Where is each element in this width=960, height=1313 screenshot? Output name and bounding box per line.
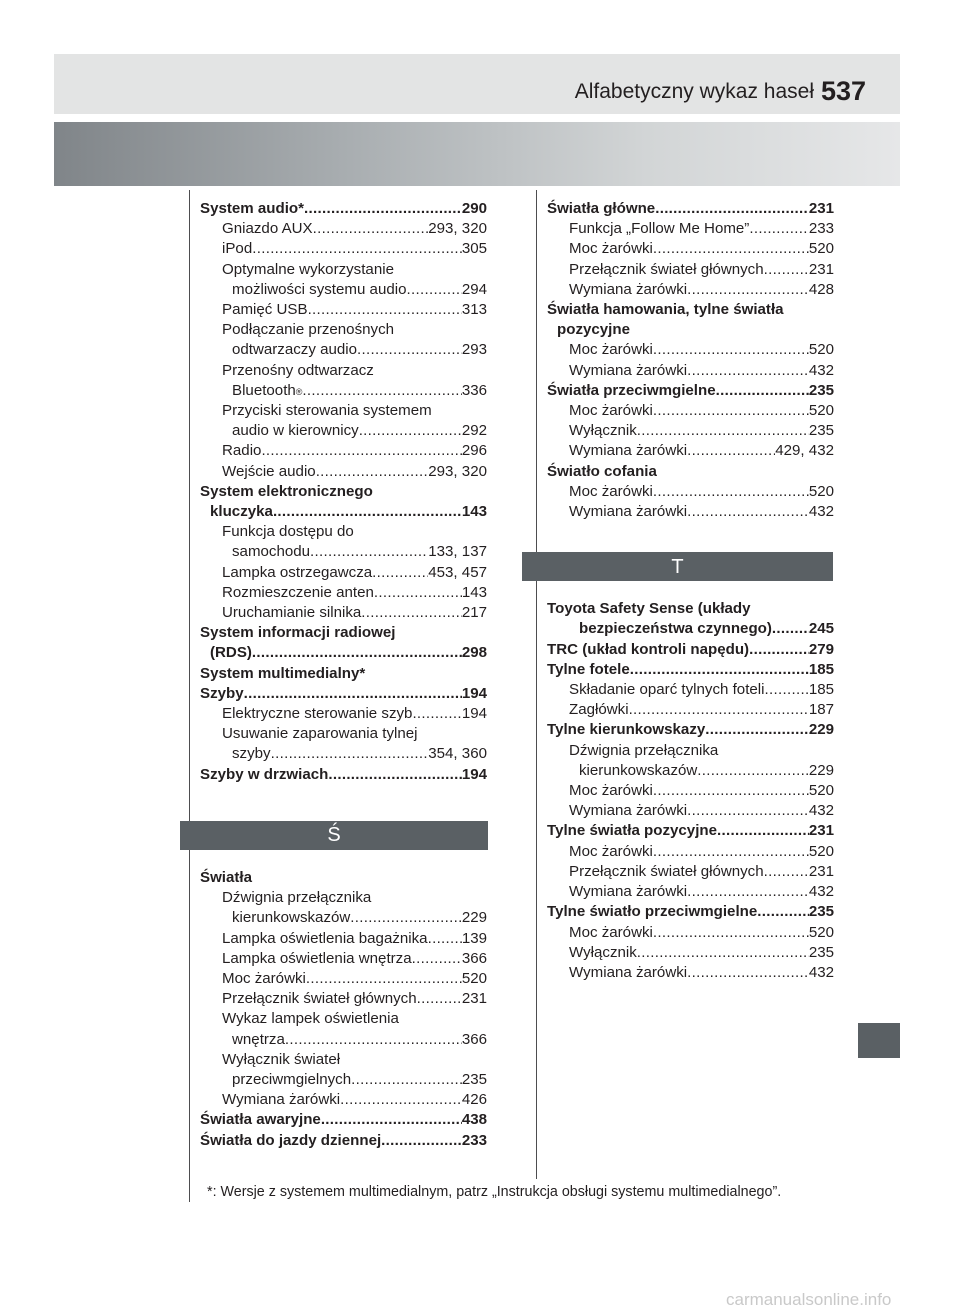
- index-heading-line: Światła: [200, 868, 253, 886]
- index-entry: [547, 239, 834, 259]
- left-column-rule: [189, 190, 190, 1202]
- page-reference: 229: [808, 761, 834, 779]
- dot-leader: [412, 949, 462, 969]
- entry-label: (RDS): [210, 644, 252, 662]
- index-heading-line: Wykaz lampek oświetlenia: [222, 1010, 399, 1028]
- page-reference: 245: [808, 620, 834, 638]
- page-reference: 432: [808, 963, 834, 981]
- index-column-right: [547, 199, 834, 983]
- page-reference: 133, 137: [428, 543, 487, 561]
- dot-leader: [271, 744, 429, 764]
- page-reference: 520: [461, 969, 487, 987]
- index-entry: [547, 421, 834, 441]
- page-reference: 139: [461, 929, 487, 947]
- index-entry: [547, 482, 834, 502]
- page-reference: 194: [461, 684, 487, 702]
- page-reference: 292: [461, 422, 487, 440]
- entry-label: Tylne światła pozycyjne: [547, 822, 718, 840]
- dot-leader: [252, 643, 462, 663]
- index-heading-line: Podłączanie przenośnych: [222, 321, 395, 339]
- decorative-gradient-band: [54, 122, 900, 186]
- entry-label: Wymiana żarówki: [569, 963, 688, 981]
- index-entry: [200, 1030, 487, 1050]
- entry-label: Światła główne: [547, 200, 656, 217]
- entry-label: możliwości systemu audio: [232, 280, 407, 298]
- page-reference: 366: [461, 1030, 487, 1048]
- index-entry: [547, 441, 834, 461]
- section-letter: T: [671, 555, 684, 578]
- dot-leader: [350, 908, 462, 928]
- page-reference: 231: [461, 990, 487, 1008]
- index-entry: [547, 401, 834, 421]
- page-reference: 231: [808, 200, 834, 217]
- index-column-left: [200, 199, 487, 1151]
- index-entry: [200, 1070, 487, 1090]
- dot-leader: [302, 381, 461, 401]
- index-entry: Bluetooth ® ..... 336: [200, 381, 487, 401]
- page-reference: 233: [808, 220, 834, 238]
- index-entry: [200, 603, 487, 623]
- page-reference: 520: [808, 782, 834, 800]
- index-heading-line: Dźwignia przełącznika: [222, 889, 372, 907]
- entry-label: Pamięć USB: [222, 301, 308, 319]
- index-heading-line: Przyciski sterowania systemem: [222, 402, 432, 420]
- index-entry: [200, 744, 487, 764]
- page-reference: 432: [808, 503, 834, 521]
- dot-leader: [697, 761, 809, 781]
- dot-leader: [629, 700, 809, 720]
- index-heading-line: pozycyjne: [557, 321, 630, 339]
- dot-leader: [316, 462, 429, 482]
- dot-leader: [653, 781, 809, 801]
- dot-leader: [653, 401, 809, 421]
- index-entry: [200, 1110, 487, 1130]
- page-reference: 235: [808, 943, 834, 961]
- dot-leader: [304, 199, 462, 219]
- dot-leader: [321, 1110, 462, 1130]
- index-entry: [200, 765, 487, 785]
- page-reference: 194: [461, 705, 487, 723]
- entry-label: Światła przeciwmgielne: [547, 381, 716, 399]
- index-entry: [200, 462, 487, 482]
- page-reference: 520: [808, 482, 834, 500]
- dot-leader: [749, 219, 808, 239]
- page-reference: 235: [461, 1070, 487, 1088]
- index-entry: [547, 381, 834, 401]
- page-reference: 293: [461, 341, 487, 359]
- dot-leader: [359, 421, 462, 441]
- dot-leader: [328, 765, 461, 785]
- entry-label: Szyby: [200, 684, 244, 702]
- index-heading-line: Funkcja dostępu do: [222, 523, 354, 541]
- page-reference: 235: [808, 903, 834, 921]
- page-reference: 143: [461, 503, 487, 521]
- page-reference: 305: [461, 240, 487, 258]
- index-entry: [200, 199, 487, 219]
- index-entry: [547, 923, 834, 943]
- dot-leader: [687, 361, 809, 381]
- page-reference: 290: [461, 200, 487, 217]
- entry-label: Moc żarówki: [569, 782, 653, 800]
- dot-leader: [351, 1070, 462, 1090]
- page-reference: 296: [461, 442, 487, 460]
- dot-leader: [285, 1030, 462, 1050]
- page-reference: 233: [461, 1131, 487, 1149]
- index-entry: [200, 643, 487, 663]
- entry-label: samochodu: [232, 543, 311, 561]
- dot-leader: [653, 340, 809, 360]
- index-entry: [547, 199, 834, 219]
- entry-label: Gniazdo AUX: [222, 220, 313, 238]
- page-reference: 520: [808, 923, 834, 941]
- page-number: 537: [820, 76, 866, 106]
- entry-label: wnętrza: [232, 1030, 285, 1048]
- index-entry: [547, 842, 834, 862]
- entry-label: Tylne fotele: [547, 660, 630, 678]
- index-entry: [200, 583, 487, 603]
- index-entry: [200, 1090, 487, 1110]
- index-entry: [200, 441, 487, 461]
- dot-leader: [361, 603, 462, 623]
- dot-leader: [764, 862, 809, 882]
- entry-label: Światła awaryjne: [200, 1111, 321, 1129]
- page-reference: 187: [808, 701, 834, 719]
- index-entry: [200, 949, 487, 969]
- page-reference: 194: [461, 765, 487, 783]
- page-reference: 336: [461, 381, 487, 399]
- index-entry: [547, 219, 834, 239]
- index-entry: [547, 361, 834, 381]
- index-group-s: [200, 199, 487, 785]
- entry-label: Wymiana żarówki: [569, 361, 688, 379]
- dot-leader: [252, 239, 462, 259]
- index-heading-line: Optymalne wykorzystanie: [222, 260, 394, 278]
- dot-leader: [406, 280, 461, 300]
- entry-label: Wejście audio: [222, 462, 316, 480]
- entry-label: Lampka oświetlenia wnętrza: [222, 949, 412, 967]
- index-entry: [200, 908, 487, 928]
- page-reference: 143: [461, 583, 487, 601]
- index-entry: [547, 260, 834, 280]
- entry-label: audio w kierownicy: [232, 422, 359, 440]
- center-column-rule: [536, 190, 537, 1179]
- index-entry: [547, 640, 834, 660]
- entry-label: Wyłącznik: [569, 943, 637, 961]
- dot-leader: [705, 720, 809, 740]
- dot-leader: [261, 441, 461, 461]
- index-entry: [200, 219, 487, 239]
- entry-label: Składanie oparć tylnych foteli: [569, 681, 765, 699]
- index-entry: [547, 502, 834, 522]
- page-reference: 453, 457: [428, 563, 487, 581]
- page-reference: 294: [461, 280, 487, 298]
- page-reference: 432: [808, 883, 834, 901]
- entry-label: TRC (układ kontroli napędu): [547, 640, 750, 658]
- entry-label: bezpieczeństwa czynnego): [579, 620, 772, 638]
- index-entry: [200, 563, 487, 583]
- index-group-s-acute: [200, 868, 487, 1151]
- entry-label: Zagłówki: [569, 701, 629, 719]
- entry-label: odtwarzaczy audio: [232, 341, 358, 359]
- page-reference: 293, 320: [428, 220, 487, 238]
- dot-leader: [374, 583, 462, 603]
- page-reference: 231: [808, 822, 834, 840]
- page-reference: 235: [808, 381, 834, 399]
- index-entry: [200, 340, 487, 360]
- index-entry: [547, 801, 834, 821]
- index-heading-line: System multimedialny*: [200, 664, 366, 682]
- page-reference: 432: [808, 802, 834, 820]
- index-entry: [547, 619, 834, 639]
- entry-label: Tylne kierunkowskazy: [547, 721, 706, 739]
- section-header-s-acute: [180, 821, 488, 850]
- dot-leader: [630, 660, 809, 680]
- entry-label: Szyby w drzwiach: [200, 765, 329, 783]
- page-title: Alfabetyczny wykaz haseł: [574, 80, 814, 103]
- index-entry: [547, 660, 834, 680]
- entry-label: Przełącznik świateł głównych: [569, 260, 764, 278]
- page-reference: 438: [461, 1111, 487, 1129]
- entry-label: Moc żarówki: [569, 341, 653, 359]
- index-entry: [547, 963, 834, 983]
- page-reference: 432: [808, 361, 834, 379]
- section-letter: Ś: [327, 824, 341, 847]
- dot-leader: [310, 542, 428, 562]
- dot-leader: [306, 969, 462, 989]
- index-entry: [547, 761, 834, 781]
- page-reference: 520: [808, 341, 834, 359]
- index-heading-line: Przenośny odtwarzacz: [222, 361, 374, 379]
- index-heading-line: Światło cofania: [547, 462, 657, 480]
- index-entry: [200, 280, 487, 300]
- dot-leader: [765, 680, 809, 700]
- index-entry: [200, 421, 487, 441]
- entry-label: Wymiana żarówki: [222, 1091, 341, 1109]
- entry-label: Wymiana żarówki: [569, 802, 688, 820]
- index-heading-line: System informacji radiowej: [200, 624, 396, 642]
- dot-leader: [653, 239, 809, 259]
- dot-leader: [772, 619, 809, 639]
- index-entry: [200, 929, 487, 949]
- entry-label: iPod: [222, 240, 253, 258]
- entry-label: Wyłącznik: [569, 422, 637, 440]
- index-entry: [547, 821, 834, 841]
- page-reference: 520: [808, 402, 834, 420]
- footnote: *: Wersje z systemem multimedialnym, patrz „Instrukcja obsługi systemu multimedialnego”.: [207, 1184, 782, 1200]
- entry-label: Funkcja „Follow Me Home”: [569, 220, 750, 238]
- page-reference: 366: [461, 949, 487, 967]
- index-heading-line: Usuwanie zaparowania tylnej: [222, 725, 418, 743]
- entry-label: kluczyka: [210, 503, 273, 521]
- dot-leader: [687, 801, 809, 821]
- index-entry: [200, 300, 487, 320]
- dot-leader: [716, 381, 809, 401]
- page-reference: 298: [461, 644, 487, 662]
- entry-label: Uruchamianie silnika: [222, 604, 362, 622]
- dot-leader: [687, 280, 809, 300]
- dot-leader: [637, 421, 809, 441]
- entry-label: Elektryczne sterowanie szyb: [222, 705, 413, 723]
- page-reference: 231: [808, 862, 834, 880]
- entry-label: Bluetooth: [232, 381, 296, 399]
- entry-label: Przełącznik świateł głównych: [222, 990, 417, 1008]
- page-reference: 229: [461, 909, 487, 927]
- entry-label: Moc żarówki: [569, 402, 653, 420]
- index-heading-line: System elektronicznego: [200, 482, 373, 500]
- dot-leader: [340, 1090, 462, 1110]
- index-entry: [547, 700, 834, 720]
- entry-label: Moc żarówki: [569, 842, 653, 860]
- index-entry: [547, 902, 834, 922]
- entry-label: Moc żarówki: [569, 482, 653, 500]
- index-entry: [200, 969, 487, 989]
- index-entry: [200, 684, 487, 704]
- dot-leader: [412, 704, 461, 724]
- entry-label: Lampka ostrzegawcza: [222, 563, 373, 581]
- dot-leader: [417, 989, 462, 1009]
- index-entry: [200, 989, 487, 1009]
- dot-leader: [655, 199, 809, 219]
- index-entry: [547, 280, 834, 300]
- page-reference: 279: [808, 640, 834, 658]
- page-reference: 185: [808, 660, 834, 678]
- index-entry: [547, 862, 834, 882]
- dot-leader: [428, 929, 462, 949]
- page-reference: 429, 432: [775, 442, 834, 460]
- entry-label: szyby: [232, 745, 271, 763]
- page-reference: 231: [808, 260, 834, 278]
- index-group-s-acute-continued: [547, 199, 834, 522]
- entry-label: Przełącznik świateł głównych: [569, 862, 764, 880]
- dot-leader: [381, 1131, 462, 1151]
- entry-label: kierunkowskazów: [579, 761, 698, 779]
- dot-leader: [717, 821, 809, 841]
- entry-label: Radio: [222, 442, 262, 460]
- dot-leader: [687, 882, 809, 902]
- dot-leader: [308, 300, 462, 320]
- index-entry: [200, 542, 487, 562]
- entry-label: System audio*: [200, 200, 305, 217]
- entry-label: Wymiana żarówki: [569, 883, 688, 901]
- page-reference: 354, 360: [428, 745, 487, 763]
- index-entry: [547, 781, 834, 801]
- dot-leader: [687, 441, 775, 461]
- dot-leader: [372, 563, 428, 583]
- dot-leader: [637, 943, 809, 963]
- dot-leader: [244, 684, 462, 704]
- entry-label: Wymiana żarówki: [569, 503, 688, 521]
- index-heading-line: Dźwignia przełącznika: [569, 741, 719, 759]
- page-reference: 185: [808, 681, 834, 699]
- entry-label: Moc żarówki: [569, 923, 653, 941]
- index-entry: [547, 943, 834, 963]
- entry-label: Moc żarówki: [222, 969, 306, 987]
- dot-leader: [749, 640, 809, 660]
- entry-label: Światła do jazdy dziennej: [200, 1131, 382, 1149]
- page-reference: 520: [808, 240, 834, 258]
- entry-label: Wymiana żarówki: [569, 442, 688, 460]
- chapter-thumb-tab: [858, 1023, 900, 1058]
- dot-leader: [687, 963, 809, 983]
- dot-leader: [357, 340, 462, 360]
- dot-leader: [273, 502, 462, 522]
- entry-label: Rozmieszczenie anten: [222, 583, 374, 601]
- index-entry: [200, 704, 487, 724]
- section-header-t: [522, 552, 833, 581]
- entry-label: kierunkowskazów: [232, 909, 351, 927]
- index-heading-line: Toyota Safety Sense (układy: [547, 600, 751, 618]
- dot-leader: [764, 260, 809, 280]
- entry-label: Lampka oświetlenia bagażnika: [222, 929, 428, 947]
- page-reference: 426: [461, 1091, 487, 1109]
- index-group-t: [547, 599, 834, 983]
- dot-leader: [653, 842, 809, 862]
- index-entry: [547, 720, 834, 740]
- index-entry: [547, 340, 834, 360]
- index-heading-line: Wyłącznik świateł: [222, 1050, 341, 1068]
- dot-leader: [687, 502, 809, 522]
- index-heading-line: Światła hamowania, tylne światła: [547, 301, 784, 319]
- page-reference: 229: [808, 721, 834, 739]
- index-entry: [200, 239, 487, 259]
- dot-leader: [313, 219, 429, 239]
- dot-leader: [653, 482, 809, 502]
- watermark: carmanualsonline.info: [726, 1290, 892, 1309]
- page-reference: 313: [461, 301, 487, 319]
- index-entry: [200, 502, 487, 522]
- page-reference: 520: [808, 842, 834, 860]
- index-entry: [200, 1131, 487, 1151]
- page-reference: 293, 320: [428, 462, 487, 480]
- index-entry: [547, 882, 834, 902]
- page-reference: 428: [808, 280, 834, 298]
- dot-leader: [653, 923, 809, 943]
- index-entry: [547, 680, 834, 700]
- dot-leader: [757, 902, 809, 922]
- entry-label: Moc żarówki: [569, 240, 653, 258]
- page-reference: 217: [461, 604, 487, 622]
- entry-label: Tylne światło przeciwmgielne: [547, 903, 758, 921]
- entry-label: przeciwmgielnych: [232, 1070, 352, 1088]
- entry-label: Wymiana żarówki: [569, 280, 688, 298]
- page-reference: 235: [808, 422, 834, 440]
